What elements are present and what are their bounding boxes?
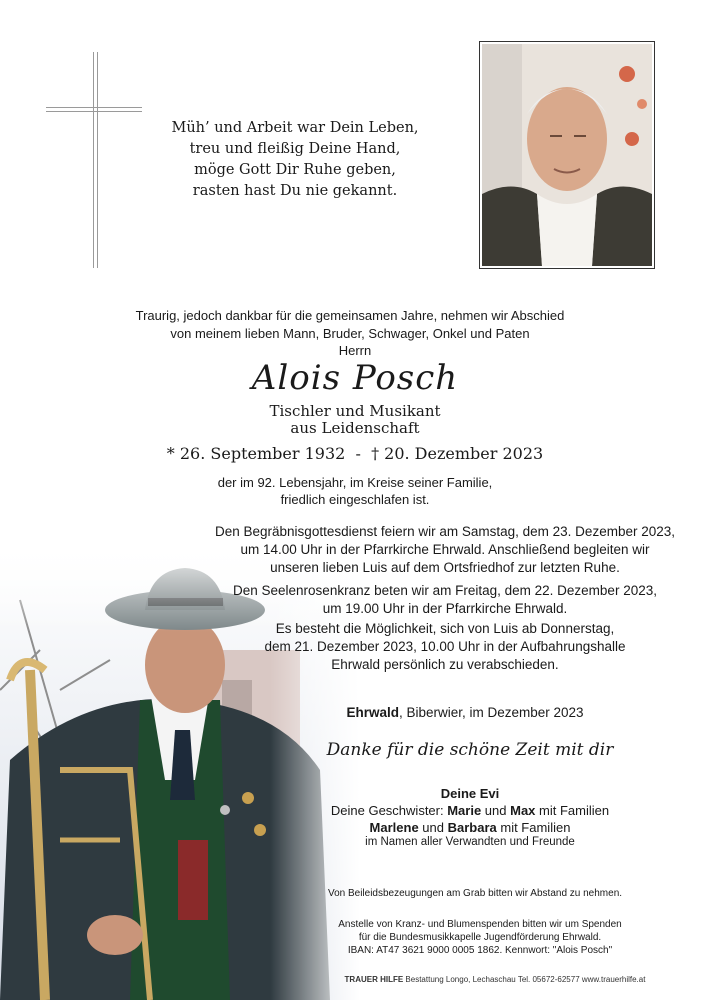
birth-date: * 26. September 1932: [166, 444, 346, 463]
donation-note: [280, 918, 680, 957]
signer-wife: Deine Evi: [440, 786, 500, 801]
condolence-note: Von Beileidsbezeugungen am Grab bitten wir Abstand zu nehmen.: [327, 888, 623, 899]
cross-icon: [93, 52, 98, 268]
funeral-line: um 14.00 Uhr in der Pfarrkirche Ehrwald. Anschließend begleiten wir: [240, 542, 650, 557]
passing-line: der im 92. Lebensjahr, im Kreise seiner Familie,: [217, 475, 493, 490]
passing-line: friedlich eingeschlafen ist.: [280, 492, 430, 507]
viewing-line: Es besteht die Möglichkeit, sich von Luis ab Donnerstag,: [275, 621, 615, 636]
thanks-line: Danke für die schöne Zeit mit dir: [326, 740, 614, 760]
siblings-prefix: Deine Geschwister:: [330, 803, 448, 818]
intro-text: [90, 307, 610, 343]
sibling-name: Marlene: [369, 820, 419, 835]
poem-line: möge Gott Dir Ruhe geben,: [194, 162, 396, 178]
role-line: aus Leidenschaft: [290, 419, 420, 437]
footer: [300, 975, 690, 984]
viewing-line: dem 21. Dezember 2023, 10.00 Uhr in der Aufbahrungshalle: [264, 639, 626, 654]
donation-line: für die Bundesmusikkapelle Jugendförderung Ehrwald.: [358, 932, 602, 943]
rosary-line: um 19.00 Uhr in der Pfarrkirche Ehrwald.: [322, 601, 568, 616]
date-separator: -: [355, 444, 361, 463]
death-date: † 20. Dezember 2023: [371, 444, 544, 463]
relatives-line: im Namen aller Verwandten und Freunde: [365, 836, 575, 848]
viewing-line: Ehrwald persönlich zu verabschieden.: [331, 657, 559, 672]
funeral-text: [200, 523, 690, 577]
poem: [170, 118, 420, 202]
poem-line: rasten hast Du nie gekannt.: [192, 183, 398, 199]
siblings-suffix: mit Familien: [496, 820, 571, 835]
donation-line: IBAN: AT47 3621 9000 0005 1862. Kennwort: "Alois Posch": [347, 945, 613, 956]
funeral-line: unseren lieben Luis auf dem Ortsfriedhof zur letzten Ruhe.: [270, 560, 620, 575]
place-date: [290, 705, 640, 720]
signer-siblings: [270, 802, 670, 819]
viewing-text: [215, 620, 675, 674]
sibling-name: Marie: [447, 803, 482, 818]
rosary-line: Den Seelenrosenkranz beten wir am Freitag, dem 22. Dezember 2023,: [233, 583, 657, 598]
conjunction: und: [418, 820, 448, 835]
signer-siblings-2: [270, 819, 670, 836]
salutation: Herrn: [338, 343, 372, 358]
life-dates: [160, 444, 550, 463]
rosary-text: [210, 582, 680, 618]
donation-line: Anstelle von Kranz- und Blumenspenden bitten wir um Spenden: [338, 919, 622, 930]
place-rest: , Biberwier, im Dezember 2023: [398, 705, 584, 720]
passing-text: [170, 474, 540, 508]
footer-text: Bestattung Longo, Lechaschau Tel. 05672-62577 www.trauerhilfe.at: [403, 975, 646, 984]
sibling-name: Barbara: [447, 820, 497, 835]
place-town: Ehrwald: [346, 705, 399, 720]
role-line: Tischler und Musikant: [269, 402, 441, 420]
intro-line: Traurig, jedoch dankbar für die gemeinsamen Jahre, nehmen wir Abschied: [135, 308, 565, 323]
portrait-photo: [479, 41, 655, 269]
cross-icon-bar: [46, 107, 142, 112]
funeral-line: Den Begräbnisgottesdienst feiern wir am Samstag, dem 23. Dezember 2023,: [215, 524, 675, 539]
intro-line: von meinem lieben Mann, Bruder, Schwager, Onkel und Paten: [170, 326, 530, 341]
siblings-suffix: mit Familien: [535, 803, 610, 818]
poem-line: Müh’ und Arbeit war Dein Leben,: [171, 120, 419, 136]
deceased-name: Alois Posch: [251, 358, 459, 398]
sibling-name: Max: [510, 803, 536, 818]
poem-line: treu und fleißig Deine Hand,: [189, 141, 401, 157]
conjunction: und: [481, 803, 511, 818]
signers: [270, 785, 670, 836]
deceased-role: [230, 403, 480, 437]
footer-brand: TRAUER HILFE: [344, 975, 404, 984]
